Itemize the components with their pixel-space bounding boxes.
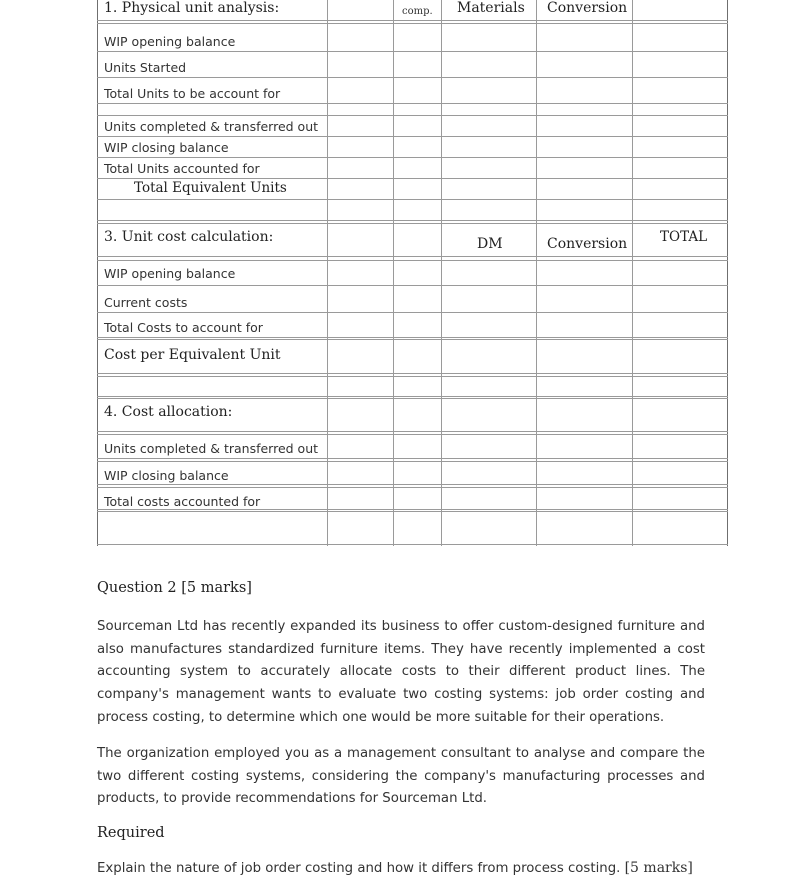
column-header-comp: comp. [402,6,433,17]
row-divider [97,487,728,488]
row-label: WIP opening balance [104,34,236,49]
column-divider [632,0,633,546]
row-divider [97,260,728,261]
row-divider [97,256,728,257]
row-divider [97,51,728,52]
table-border-left [97,0,98,546]
row-divider [97,312,728,313]
row-divider [97,398,728,399]
question-title: Question 2 [5 marks] [97,580,252,596]
row-divider [97,157,728,158]
row-divider [97,136,728,137]
row-divider [97,20,728,21]
row-divider [97,103,728,104]
task-description: Explain the nature of job order costing and how it differs from process costing. [97,861,621,876]
table-border-right [727,0,728,546]
row-label: WIP closing balance [104,468,229,483]
row-divider [97,115,728,116]
column-header-dm: DM [477,236,503,252]
row-divider [97,458,728,459]
row-label: WIP closing balance [104,140,229,155]
row-divider [97,376,728,377]
task-marks: [5 marks] [624,860,693,876]
row-label: Units completed & transferred out [104,119,319,134]
task-text [97,860,705,876]
column-divider [536,0,537,546]
question-paragraph-1: Sourceman Ltd has recently expanded its business to offer custom-designed furniture and also manufactures standardized furniture items. They have recently implemented a cost accounting system to accurately allocate costs to their different product lines. The company's management wants to evaluate two costing systems: job order costing and process costing, to determine which one would be more suitable for their operations. [97,619,705,725]
column-divider [441,0,442,546]
column-header-materials: Materials [457,0,525,16]
row-label: Total Equivalent Units [134,180,287,196]
row-divider [97,77,728,78]
row-label: Total costs accounted for [104,494,261,509]
row-divider [97,223,728,224]
row-divider [97,484,728,485]
row-label: Current costs [104,295,188,310]
row-divider [97,509,728,510]
row-divider [97,220,728,221]
row-divider [97,461,728,462]
row-divider [97,23,728,24]
row-divider [97,178,728,179]
row-divider [97,339,728,340]
section-1-title: 1. Physical unit analysis: [104,0,280,16]
column-divider [393,0,394,546]
section-4-title: 4. Cost allocation: [104,404,233,420]
row-divider [97,434,728,435]
row-label: Total Units to be account for [104,86,281,101]
row-label: Total Units accounted for [104,161,260,176]
table-border-bottom [97,544,728,545]
column-header-conversion: Conversion [547,0,628,16]
row-divider [97,199,728,200]
row-divider [97,511,728,512]
row-divider [97,373,728,374]
row-label: Total Costs to account for [104,320,263,335]
row-label: Units Started [104,60,187,75]
row-divider [97,337,728,338]
costing-worksheet-table [97,0,728,546]
row-divider [97,431,728,432]
row-label: WIP opening balance [104,266,236,281]
column-header-conversion: Conversion [547,236,628,252]
required-heading: Required [97,825,165,841]
row-divider [97,285,728,286]
section-3-title: 3. Unit cost calculation: [104,229,274,245]
column-header-total: TOTAL [660,229,708,245]
row-label: Units completed & transferred out [104,441,319,456]
row-divider [97,396,728,397]
row-label: Cost per Equivalent Unit [104,347,281,363]
column-divider [327,0,328,546]
question-paragraph-2: The organization employed you as a management consultant to analyse and compare the two different costing systems, considering the company's manufacturing processes and products, to provide recommendations for Sourceman Ltd. [97,746,705,807]
